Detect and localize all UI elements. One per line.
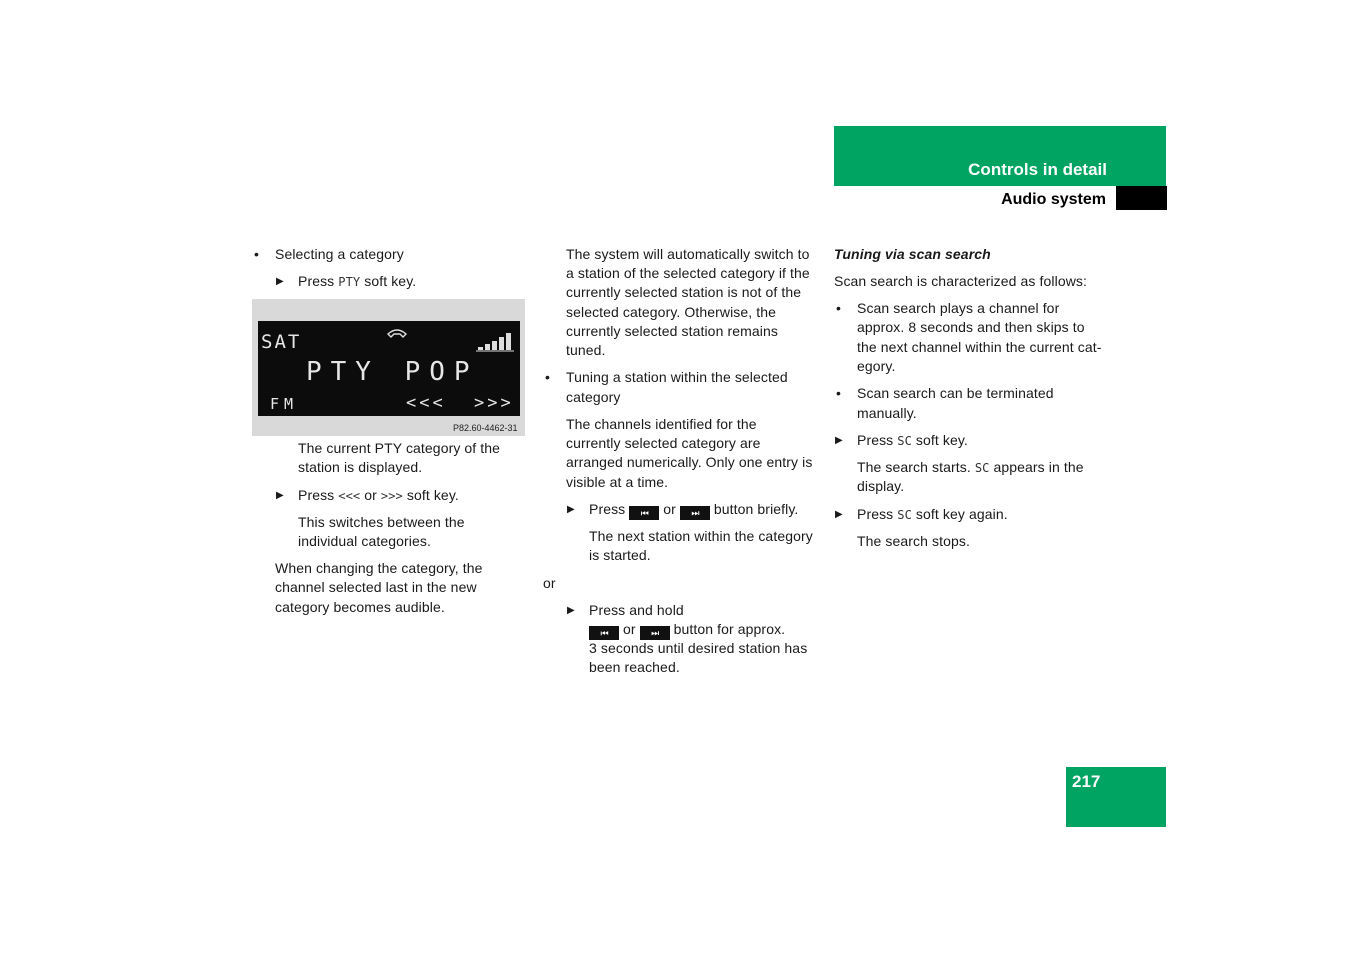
paragraph-line: The channels identified for the	[566, 416, 757, 432]
bullet-line: manually.	[857, 405, 917, 421]
bullet-icon: •	[836, 385, 841, 401]
next-button-icon: ⏭	[680, 506, 710, 520]
arrow-icon: ▶	[276, 276, 284, 287]
display-fm-label: FM	[270, 395, 299, 413]
result-line: The search stops.	[857, 533, 970, 549]
display-pty-pop: PTY POP	[306, 357, 479, 387]
paragraph-line: currently selected category are	[566, 435, 761, 451]
step-press-hold: 3 seconds until desired station has	[589, 640, 808, 656]
phone-icon	[386, 326, 408, 340]
step-press-hold: been reached.	[589, 659, 680, 675]
prev-softkey-label: <<<	[338, 489, 361, 503]
display-next-category: >>>	[474, 393, 514, 413]
step-press-hold: ⏮ or ⏭ button for approx.	[589, 620, 785, 640]
paragraph-line: arranged numerically. Only one entry is	[566, 454, 813, 470]
paragraph-line: tuned.	[566, 342, 606, 358]
paragraph-line: currently selected station is not of the	[566, 284, 802, 300]
radio-display-screen	[258, 321, 520, 416]
scan-intro: Scan search is characterized as follows:	[834, 273, 1087, 289]
section-subtitle: Audio system	[1001, 191, 1106, 208]
arrow-icon: ▶	[567, 504, 575, 515]
result-line: display.	[857, 478, 905, 494]
note-line: When changing the category, the	[275, 560, 483, 576]
paragraph-line: The system will automatically switch to	[566, 246, 810, 262]
paragraph-line: visible at a time.	[566, 474, 669, 490]
bullet-line: approx. 8 seconds and then skips to	[857, 319, 1085, 335]
paragraph-line: currently selected station remains	[566, 323, 778, 339]
next-button-icon: ⏭	[640, 626, 670, 640]
result-line: individual categories.	[298, 533, 431, 549]
step-press-buttons: Press ⏮ or ⏭ button briefly.	[589, 501, 799, 518]
arrow-icon: ▶	[276, 490, 284, 501]
paragraph-line: selected category. Otherwise, the	[566, 304, 777, 320]
result-line: This switches between the	[298, 514, 465, 530]
header-tab-marker	[1116, 186, 1167, 210]
bullet-tuning-station: category	[566, 389, 621, 405]
display-prev-category: <<<	[406, 393, 446, 413]
bullet-line: Scan search can be terminated	[857, 385, 1054, 401]
step-press-sc-again: Press SC soft key again.	[857, 506, 1008, 522]
bullet-line: egory.	[857, 358, 896, 374]
step-press-pty: Press PTY soft key.	[298, 273, 417, 289]
sc-display-label: SC	[974, 461, 990, 475]
display-sat-label: SAT	[261, 331, 302, 353]
scan-search-heading: Tuning via scan search	[834, 246, 991, 262]
arrow-icon: ▶	[567, 605, 575, 616]
bullet-tuning-station: Tuning a station within the selected	[566, 369, 788, 385]
bullet-line: Scan search plays a channel for	[857, 300, 1060, 316]
section-title: Controls in detail	[968, 160, 1107, 179]
prev-button-icon: ⏮	[629, 506, 659, 520]
arrow-icon: ▶	[835, 435, 843, 446]
result-line: The next station within the category	[589, 528, 813, 544]
prev-button-icon: ⏮	[589, 626, 619, 640]
figure-caption: P82.60-4462-31	[453, 423, 518, 433]
sc-softkey-label: SC	[897, 434, 912, 448]
result-line: station is displayed.	[298, 459, 423, 475]
page-number: 217	[1072, 772, 1101, 791]
step-press-sc: Press SC soft key.	[857, 432, 968, 448]
bullet-icon: •	[254, 246, 259, 262]
bullet-selecting-category: Selecting a category	[275, 246, 404, 262]
bullet-icon: •	[836, 300, 841, 316]
step-press-arrows: Press <<< or >>> soft key.	[298, 487, 459, 503]
result-line: The current PTY category of the	[298, 440, 501, 456]
note-line: channel selected last in the new	[275, 579, 477, 595]
note-line: category becomes audible.	[275, 599, 445, 615]
result-line: The search starts. SC appears in the	[857, 459, 1084, 475]
pty-softkey-label: PTY	[338, 275, 361, 289]
arrow-icon: ▶	[835, 509, 843, 520]
signal-strength-icon	[476, 330, 516, 352]
result-line: is started.	[589, 547, 651, 563]
or-label: or	[543, 575, 556, 591]
next-softkey-label: >>>	[380, 489, 403, 503]
sc-softkey-label: SC	[897, 508, 912, 522]
paragraph-line: a station of the selected category if the	[566, 265, 810, 281]
bullet-line: the next channel within the current cat-	[857, 339, 1102, 355]
step-press-hold: Press and hold	[589, 602, 684, 618]
bullet-icon: •	[545, 369, 550, 385]
